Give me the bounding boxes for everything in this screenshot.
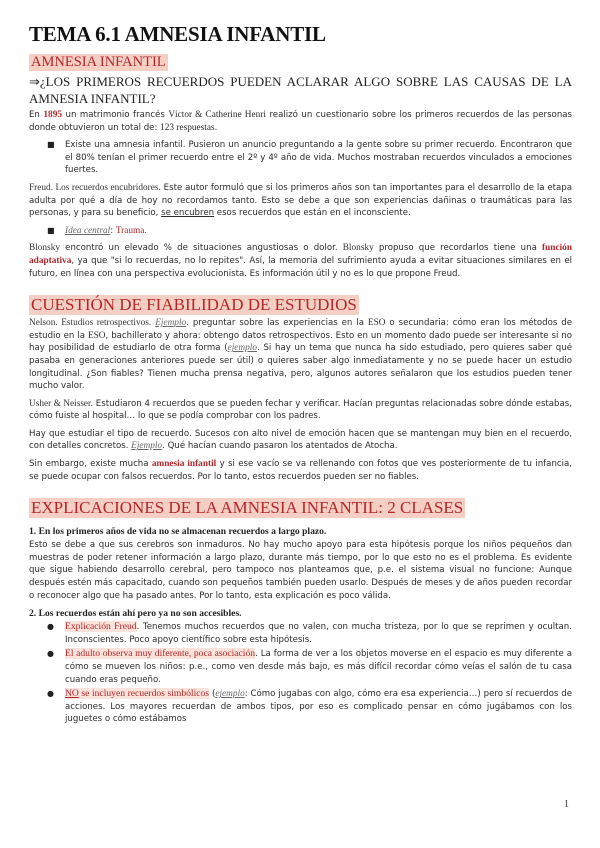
list-item: ● NO se incluyen recuerdos simbólicos (ejemplo: Cómo jugabas con algo, cómo era esa experiencia…) pero sí recuerdos de acciones. Los mayores recuerdan de ambos tipos, por eso es complicado pensar en cómo jugábamos con los juguetes o cómo estábamos xyxy=(47,688,572,725)
henri-paragraph: En 1895 un matrimonio francés Víctor & Catherine Henri realizó un cuestionario sobre los primeros recuerdos de las personas donde obtuvieron un total de: 123 respuestas. xyxy=(29,110,573,133)
square-bullet-icon: ■ xyxy=(47,140,55,150)
document-page xyxy=(29,22,572,731)
year-1895: 1895 xyxy=(43,110,62,120)
explanation-1-heading: 1. En los primeros años de vida no se almacenan recuerdos a largo plazo. xyxy=(29,526,327,538)
freud-paragraph: Freud. Los recuerdos encubridores. Este autor formuló que si los primeros años son tan importantes para el desarrollo de la etapa adulta por qué a día de hoy no recordamos tanto. Esto se debe a que son experiencias dañinas o traumáticas para las personas, y para su beneficio, se encubren esos recuerdos que están en el inconsciente. xyxy=(29,182,573,219)
list-item: ● El adulto observa muy diferente, poca asociación. La forma de ver a los objetos moverse en el espacio es muy diferente a cómo se mueven los niños: p.e., como ven desde más bajo, es más difícil recordar cómo veías el salón de tu casa cuando eras pequeño. xyxy=(47,648,573,685)
freud-bullets xyxy=(29,225,572,238)
dot-bullet-icon: ● xyxy=(47,622,54,632)
blonsky-paragraph: Blonsky encontró un elevado % de situaciones angustiosas o dolor. Blonsky propuso que recordarlos tiene una función adaptativa, ya que "si lo recuerdas, no lo repites". Así, la memoria del sufrimiento ayuda a evitar situaciones similares en el futuro, en línea con una perspectiva evolucionista. Es información útil y no es lo que propone Freud. xyxy=(29,243,572,279)
nelson-paragraph: Nelson. Estudios retrospectivos. Ejemplo. preguntar sobre las experiencias en la ESO o secundaria: cómo eran los métodos de estudio en la ESO, bachillerato y ahora: obtengo datos retrospectivos. Esto en un momento dado puede ser interesante si no hay posibilidad de estudiarlo de otra forma (ejemplo. Si hay un tema que nunca ha sido estudiado, pero quieres saber qué pasaba en generaciones anteriores puede ser útil) o quieres saber algo inmediatamente y no se puede hacer un estudio longitudinal. ¿Son fiables? Tienen mucha prensa negativa, pero, algunos autores señalaron que los estudios pueden tener mucho valor. xyxy=(29,318,572,392)
square-bullet-icon: ■ xyxy=(47,225,55,235)
false-memories-paragraph: Sin embargo, existe mucha amnesia infantil y si ese vacío se va rellenando con fotos que ves posteriormente de tu infancia, se puede ocupar con falsos recuerdos. Por lo tanto, estos recuerdos pueden ser no fiables. xyxy=(29,459,573,482)
page-title: TEMA 6.1 AMNESIA INFANTIL xyxy=(29,22,326,46)
section-heading-explicaciones: EXPLICACIONES DE LA AMNESIA INFANTIL: 2 CLASES xyxy=(31,498,464,518)
list-item: ■ Existe una amnesia infantil. Pusieron un anuncio preguntando a la gente sobre su primer recuerdo. Encontraron que el 80% tenían el primer recuerdo entre el 2º y 4º año de vida. Muchos mostraban recuerdos vinculados a emociones fuertes. xyxy=(47,140,572,176)
page-number: 1 xyxy=(564,799,569,810)
section-heading-fiabilidad: CUESTIÓN DE FIABILIDAD DE ESTUDIOS xyxy=(31,295,357,315)
dot-bullet-icon: ● xyxy=(47,689,54,699)
explanation-1-paragraph: Esto se debe a que sus cerebros son inmaduros. No hay mucho apoyo para esta hipótesis porque los niños pequeños dan muestras de poder retener información a largo plazo, durante más tiempo, por lo que esto no es el problema. Es evidente que sigue habiendo desarrollo cerebral, pero tampoco nos planteamos que, p.e. el sistema visual no funcione: Aunque después estén más capacitado, cuando son pequeños también pueden usarlo. Después de meses y de años pueden recordar o reconocer algo que ha pasado antes. Por lo tanto, esta explicación es poco válida. xyxy=(29,540,572,601)
explanation-2-bullets xyxy=(29,621,572,726)
emotion-paragraph: Hay que estudiar el tipo de recuerdo. Sucesos con alto nivel de emoción hacen que se mantengan muy bien en el recuerdo, con detalles concretos. Ejemplo. Qué hacían cuando pasaron los atentados de Atocha. xyxy=(29,428,572,452)
list-item: ● Explicación Freud. Tenemos muchos recuerdos que no valen, con mucha tristeza, por lo que se reprimen y ocultan. Inconscientes. Poco apoyo científico sobre esta hipótesis. xyxy=(47,621,572,645)
henri-bullets xyxy=(29,139,572,177)
explanation-2-heading: 2. Los recuerdos están ahí pero ya no son accesibles. xyxy=(29,608,242,620)
section-question: ⇒¿LOS PRIMEROS RECUERDOS PUEDEN ACLARAR ALGO SOBRE LAS CAUSAS DE LA AMNESIA INFANTIL? xyxy=(29,74,572,106)
usher-paragraph: Usher & Neisser. Estudiaron 4 recuerdos que se pueden fechar y verificar. Hacían preguntas relacionadas sobre dónde estabas, cómo fuiste al hospital… lo que se podía comprobar con los padres. xyxy=(29,398,572,422)
list-item: ■ Idea central: Trauma. xyxy=(47,225,147,236)
dot-bullet-icon: ● xyxy=(47,649,54,659)
section-heading-amnesia: AMNESIA INFANTIL xyxy=(31,54,166,70)
